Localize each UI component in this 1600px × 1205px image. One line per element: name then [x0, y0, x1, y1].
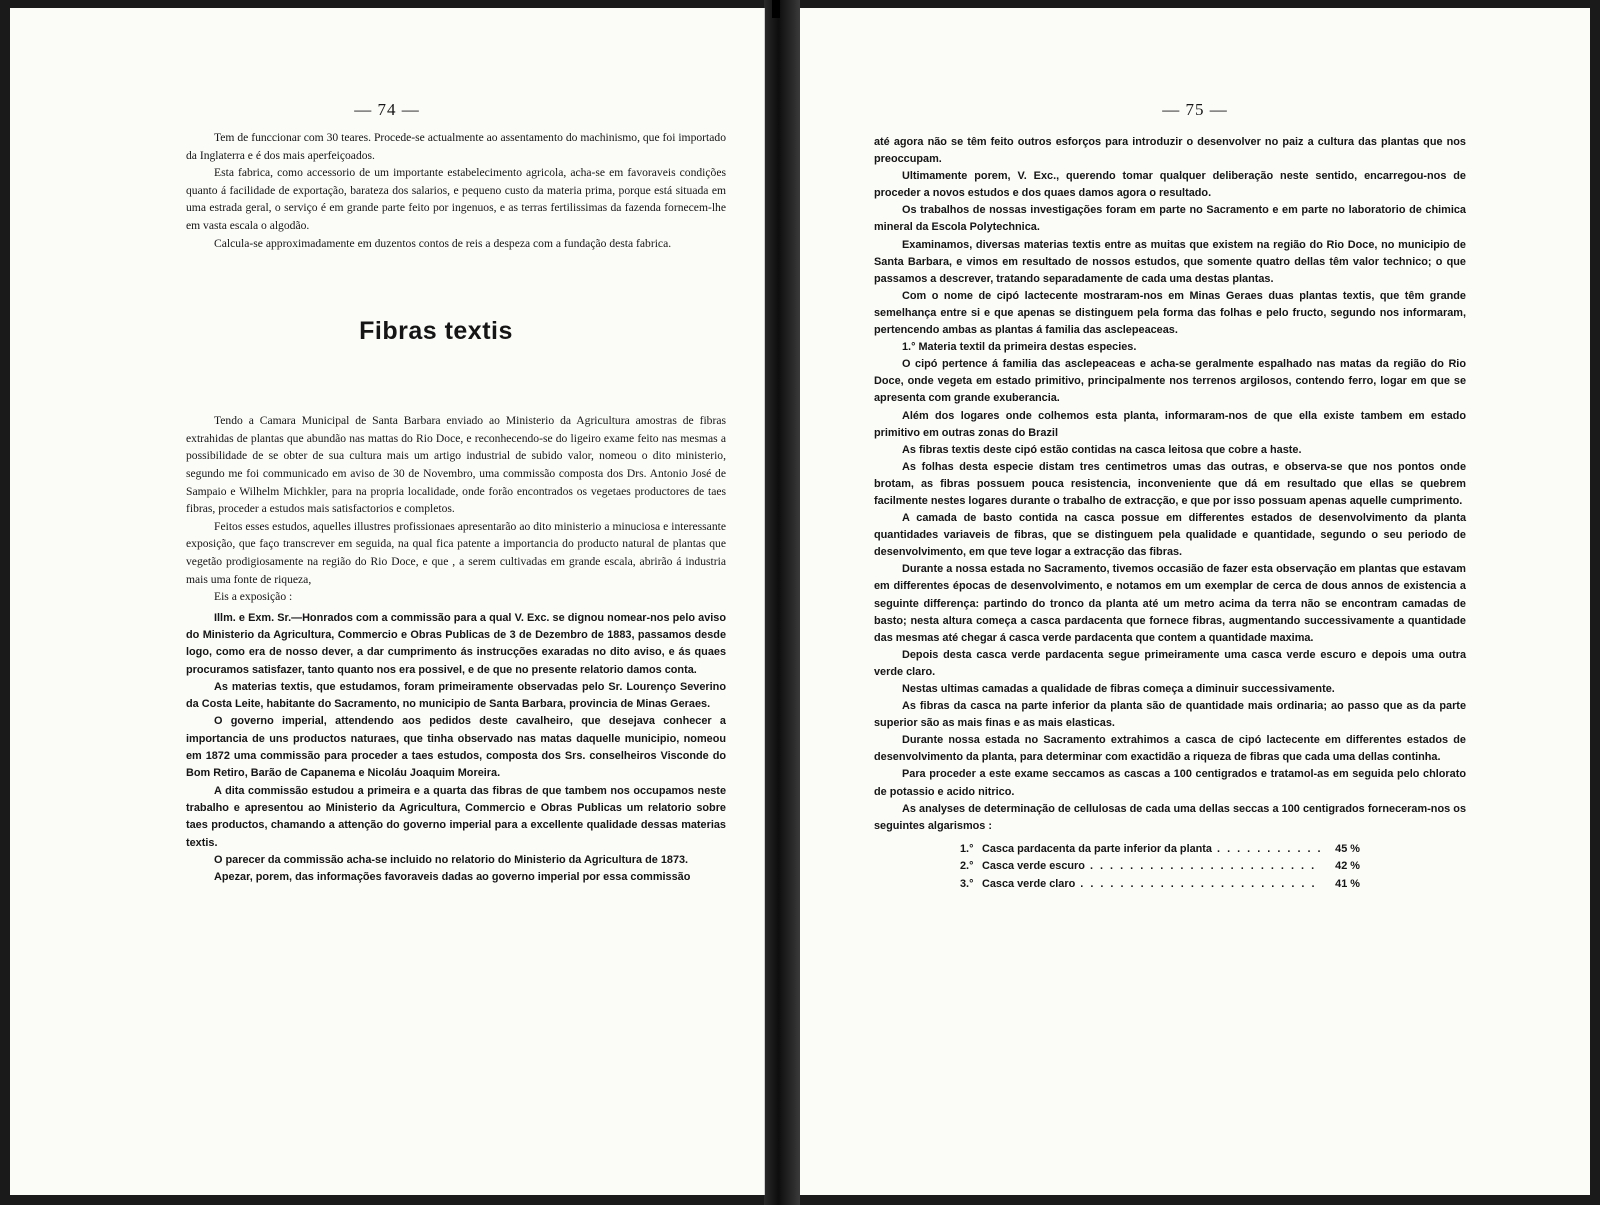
result-label: Casca verde claro . . . [982, 876, 1320, 894]
report-paragraph: Apezar, porem, das informações favoraveis dadas ao governo imperial por essa commissão [214, 871, 691, 884]
paragraph: O cipó pertence á familia das asclepeaceas e acha-se geralmente espalhado nas matas da região do Rio Doce, onde vegeta em estado primitivo, principalmente nos terrenos argilosos, contendo ferro, logar em que se apresenta com grande exuberancia. [874, 358, 1466, 405]
result-row [960, 841, 1360, 859]
result-value: 42 % [1335, 860, 1360, 873]
subheading: 1.° Materia textil da primeira destas especies. [902, 341, 1137, 354]
right-page [800, 8, 1590, 1195]
paragraph: Durante nossa estada no Sacramento extrahimos a casca de cipó lactecente em differentes estados de desenvolvimento da planta, para determinar com exactidão a riqueza de fibras que cada uma dellas continha. [874, 734, 1466, 764]
paragraph: A camada de basto contida na casca possue em differentes estados de desenvolvimento da planta quantidades variaveis de fibras, que se distinguem pela qualidade e quantidade, segundo o seu periodo de desenvolvimento, em que teve logar a extracção das fibras. [874, 512, 1466, 559]
page-number-left: — 74 — [354, 100, 420, 119]
paragraph: Feitos esses estudos, aquelles illustres profissionaes apresentarão ao dito ministerio a minuciosa e interessante exposição, que faço transcrever em seguida, na qual fica patente a importancia do producto natural de plantas que vegetão prodigiosamente na região do Rio Doce, e que , a serem cultivadas em grande escala, abrirão á industria mais uma fonte de riqueza, [186, 519, 726, 586]
paragraph: Calcula-se approximadamente em duzentos contos de reis a despeza com a fundação desta fabrica. [214, 236, 672, 250]
result-index: 2.° [960, 860, 974, 873]
result-value: 45 % [1335, 842, 1360, 855]
result-value: 41 % [1335, 878, 1360, 891]
page-number-right: — 75 — [1162, 100, 1228, 119]
paragraph: Nestas ultimas camadas a qualidade de fibras começa a diminuir successivamente. [902, 683, 1335, 695]
result-row [960, 876, 1360, 894]
paragraph: Ultimamente porem, V. Exc., querendo tomar qualquer deliberação neste sentido, encarregou-nos de proceder a novos estudos e dos quaes damos agora o resultado. [874, 170, 1466, 200]
result-label: Casca verde escuro . . . [982, 858, 1320, 876]
results-list [960, 841, 1360, 894]
report-paragraph: O governo imperial, attendendo aos pedidos deste cavalheiro, que desejava conhecer a importancia de uns productos naturaes, que tinha observado nas matas daquelle municipio, nomeou em 1872 uma commissão para proceder a taes estudos, composta dos Srs. conselheiros Visconde do Bom Retiro, Barão de Capanema e Nicoláu Joaquim Moreira. [186, 715, 726, 780]
book-gutter [764, 0, 800, 1205]
paragraph: Com o nome de cipó lactecente mostraram-nos em Minas Geraes duas plantas textis, que têm grande semelhança entre si e que apenas se distinguem pela forma das folhas e pelo fructo, segundo nos informaram, pertencendo ambas as plantas á familia das asclepeaceas. [874, 289, 1466, 337]
paragraph: até agora não se têm feito outros esforços para introduzir o desenvolver no paiz a cultura das plantas que nos preoccupam. [874, 136, 1466, 166]
paragraph: Eis a exposição : [214, 590, 293, 604]
result-label: Casca pardacenta da parte inferior da planta . . . [982, 841, 1320, 859]
paragraph: Durante a nossa estada no Sacramento, tivemos occasião de fazer esta observação em plantas que estavam em differentes épocas de desenvolvimento, e notamos em um exemplar de cerca de dous annos de existencia a seguinte differença: partindo do tronco da planta até um metro acima da terra não se encontram camadas de basto; nesta altura começa a casca pardacenta que fornece fibras, augmentando successivamente a quantidade das mesmas até chegar á casca verde pardacenta que contem a quantidade maxima. [874, 563, 1466, 644]
paragraph: Os trabalhos de nossas investigações foram em parte no Sacramento e em parte no laboratorio de chimica mineral da Escola Polytechnica. [874, 204, 1466, 234]
paragraph: Examinamos, diversas materias textis entre as muitas que existem na região do Rio Doce, no municipio de Santa Barbara, e vimos em resultado de nossos estudos, que somente quatro dellas têm valor technico; o que passamos a descrever, tratando separadamente de cada uma destas plantas. [874, 238, 1466, 285]
left-text-column [186, 129, 726, 886]
paragraph: Para proceder a este exame seccamos as cascas a 100 centigrados e tratamol-as em seguida pelo chlorato de potassio e acido nitrico. [874, 768, 1466, 798]
paragraph: As folhas desta especie distam tres centimetros umas das outras, e observa-se que nos pontos onde brotam, as fibras possuem pouca resistencia, inconveniente que dá em resultado que ellas se quebrem facilmente nestes logares durante o trabalho de extracção, e que por isso possuam apenas aquelle cumprimento. [874, 460, 1466, 507]
paragraph: Esta fabrica, como accessorio de um importante estabelecimento agricola, acha-se em favoraveis condições quanto á facilidade de exportação, barateza dos salarios, e pequeno custo da materia prima, porque está situada em uma estrada geral, o serviço é em grande parte feito por ingenuos, e as terras fertilissimas da fazenda fornecem-lhe em vasta escala o algodão. [186, 166, 726, 232]
paragraph: As analyses de determinação de cellulosas de cada uma dellas seccas a 100 centigrados forneceram-nos os seguintes algarismos : [874, 802, 1466, 832]
paragraph: As fibras da casca na parte inferior da planta são de quantidade mais ordinaria; ao passo que as da parte superior são as mais finas e as mais elasticas. [874, 700, 1466, 730]
right-text-column [874, 134, 1466, 894]
report-paragraph: As materias textis, que estudamos, foram primeiramente observadas pelo Sr. Lourenço Severino da Costa Leite, habitante do Sacramento, no municipio de Santa Barbara, provincia de Minas Geraes. [186, 680, 726, 711]
paragraph: As fibras textis deste cipó estão contidas na casca leitosa que cobre a haste. [902, 443, 1302, 456]
result-index: 1.° [960, 842, 974, 855]
result-row [960, 858, 1360, 876]
paragraph: Tendo a Camara Municipal de Santa Barbara enviado ao Ministerio da Agricultura amostras de fibras extrahidas de plantas que abundão nas mattas do Rio Doce, e reconhecendo-se do ligeiro exame feito nas mesmas a possibilidade de se obter de sua cultura mais um artigo industrial de subido valor, nomeou o dito ministerio, segundo me foi communicado em aviso de 30 de Novembro, uma commissão composta dos Drs. Antonio José de Sampaio e Wilhelm Michkler, para na propria localidade, onde forão encontrados os vegetaes productores de taes fibras, proceder a estudos mais satisfactorios e completos. [186, 414, 726, 516]
report-paragraph: Illm. e Exm. Sr.—Honrados com a commissão para a qual V. Exc. se dignou nomear-nos pelo aviso do Ministerio da Agricultura, Commercio e Obras Publicas de 3 de Dezembro de 1883, passamos desde logo, como era de nosso dever, a dar cumprimento ás instrucções exaradas no dito aviso, e ás quaes procuramos satisfazer, tanto quanto nos era possivel, e de que no presente relatorio damos conta. [186, 611, 726, 676]
report-paragraph: O parecer da commissão acha-se incluido no relatorio do Ministerio da Agricultura de 1873. [214, 853, 689, 866]
paragraph: Tem de funccionar com 30 teares. Procede-se actualmente ao assentamento do machinismo, que foi importado da Inglaterra e é dos mais aperfeiçoados. [186, 131, 726, 162]
paragraph: Depois desta casca verde pardacenta segue primeiramente uma casca verde escuro e depois uma outra verde claro. [874, 648, 1466, 678]
report-paragraph: A dita commissão estudou a primeira e a quarta das fibras de que tambem nos occupamos neste trabalho e apresentou ao Ministerio da Agricultura, Commercio e Obras Publicas um relatorio sobre taes productos, chamando a attenção do governo imperial para a excellente qualidade dessas materias textis. [186, 784, 726, 849]
left-page [10, 8, 765, 1195]
binding-mark [772, 0, 780, 18]
section-heading: Fibras textis [359, 317, 513, 346]
result-index: 3.° [960, 878, 974, 891]
paragraph: Além dos logares onde colhemos esta planta, informaram-nos de que ella existe tambem em estado primitivo em outras zonas do Brazil [874, 409, 1466, 439]
